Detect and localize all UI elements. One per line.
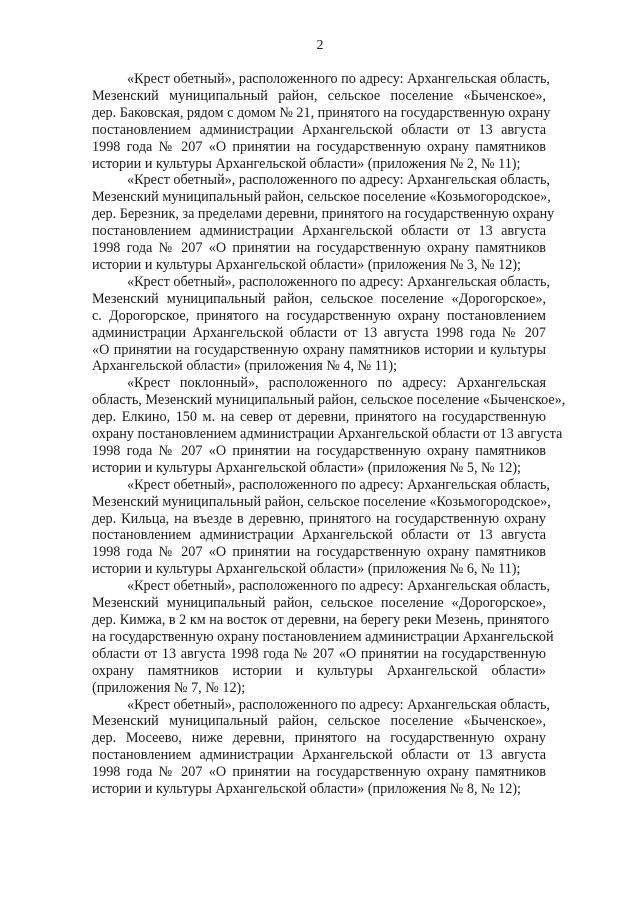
paragraph-line: Мезенский муниципальный район, сельское поселение «Козьмогородское», — [92, 493, 551, 510]
paragraph-line: на государственную охрану постановлением администрации Архангельской — [92, 628, 554, 645]
paragraph — [92, 375, 566, 476]
paragraph-line: Мезенский муниципальный район, сельское поселение «Дорогорское», — [92, 595, 546, 612]
paragraph-line: постановлением администрации Архангельской области от 13 августа — [92, 121, 546, 138]
paragraph-line: «Крест обетный», расположенного по адресу: Архангельская область, — [127, 696, 550, 713]
paragraph-line: (приложения № 7, № 12); — [92, 679, 246, 696]
paragraph-line: Мезенский муниципальный район, сельское поселение «Быченское», — [92, 87, 546, 104]
paragraph-line: охрану постановлением администрации Архангельской области от 13 августа — [92, 426, 563, 443]
paragraph-line: истории и культуры Архангельской области» (приложения № 3, № 12); — [92, 256, 521, 273]
paragraph-line: истории и культуры Архангельской области» (приложения № 6, № 11); — [92, 561, 521, 578]
paragraph-line: 1998 года № 207 «О принятии на государственную охрану памятников — [92, 138, 546, 155]
paragraph — [92, 273, 550, 375]
paragraph-line: истории и культуры Архангельской области» (приложения № 5, № 12); — [92, 459, 521, 476]
paragraph-line: «О принятии на государственную охрану памятников истории и культуры — [92, 341, 546, 358]
paragraph-line: «Крест обетный», расположенного по адресу: Архангельская область, — [127, 71, 550, 87]
paragraph — [92, 696, 550, 798]
paragraph-line: область, Мезенский муниципальный район, сельское поселение «Быченское», — [92, 392, 566, 409]
paragraph-line: администрации Архангельской области от 13 августа 1998 года № 207 — [92, 324, 546, 341]
paragraph-line: 1998 года № 207 «О принятии на государственную охрану памятников — [92, 240, 546, 257]
paragraph-line: «Крест обетный», расположенного по адресу: Архангельская область, — [127, 273, 550, 290]
paragraph-line: дер. Елкино, 150 м. на север от деревни, принятого на государственную — [92, 409, 546, 426]
paragraph — [92, 476, 551, 578]
paragraph-line: дер. Мосеево, ниже деревни, принятого на государственную охрану — [92, 730, 546, 747]
paragraph-line: области от 13 августа 1998 года № 207 «О принятии на государственную — [92, 645, 546, 662]
paragraph-line: дер. Кильца, на въезде в деревню, принятого на государственную охрану — [92, 510, 546, 527]
paragraph-line: Мезенский муниципальный район, сельское поселение «Быченское», — [92, 713, 546, 730]
paragraph-line: «Крест обетный», расположенного по адресу: Архангельская область, — [127, 172, 550, 189]
paragraph-line: постановлением администрации Архангельской области от 13 августа — [92, 527, 546, 544]
page-number: 2 — [316, 38, 324, 53]
paragraph — [92, 71, 551, 172]
paragraph-line: Мезенский муниципальный район, сельское поселение «Дорогорское», — [92, 290, 546, 307]
paragraph-line: с. Дорогорское, принятого на государственную охрану постановлением — [92, 307, 546, 324]
paragraph-line: истории и культуры Архангельской области» (приложения № 8, № 12); — [92, 781, 521, 798]
paragraph-line: Мезенский муниципальный район, сельское поселение «Козьмогородское», — [92, 189, 551, 206]
paragraph-line: Архангельской области» (приложения № 4, № 11); — [92, 358, 398, 375]
paragraph-line: «Крест поклонный», расположенного по адресу: Архангельская — [127, 375, 546, 392]
paragraph — [92, 172, 555, 273]
paragraph-line: дер. Кимжа, в 2 км на восток от деревни, на берегу реки Мезень, принятого — [92, 612, 550, 628]
paragraph-line: «Крест обетный», расположенного по адресу: Архангельская область, — [127, 476, 550, 493]
paragraph-line: постановлением администрации Архангельской области от 13 августа — [92, 747, 546, 764]
document-body — [92, 71, 566, 798]
paragraph-line: 1998 года № 207 «О принятии на государственную охрану памятников — [92, 764, 546, 781]
paragraph-line: дер. Баковская, рядом с домом № 21, принятого на государственную охрану — [92, 104, 551, 121]
paragraph-line: 1998 года № 207 «О принятии на государственную охрану памятников — [92, 544, 546, 561]
paragraph-line: «Крест обетный», расположенного по адресу: Архангельская область, — [127, 578, 550, 595]
paragraph-line: постановлением администрации Архангельской области от 13 августа — [92, 223, 546, 240]
paragraph-line: истории и культуры Архангельской области» (приложения № 2, № 11); — [92, 155, 521, 172]
paragraph-line: охрану памятников истории и культуры Архангельской области» — [92, 662, 546, 679]
paragraph-line: 1998 года № 207 «О принятии на государственную охрану памятников — [92, 442, 546, 459]
paragraph-line: дер. Березник, за пределами деревни, принятого на государственную охрану — [92, 206, 555, 223]
paragraph — [92, 578, 554, 696]
